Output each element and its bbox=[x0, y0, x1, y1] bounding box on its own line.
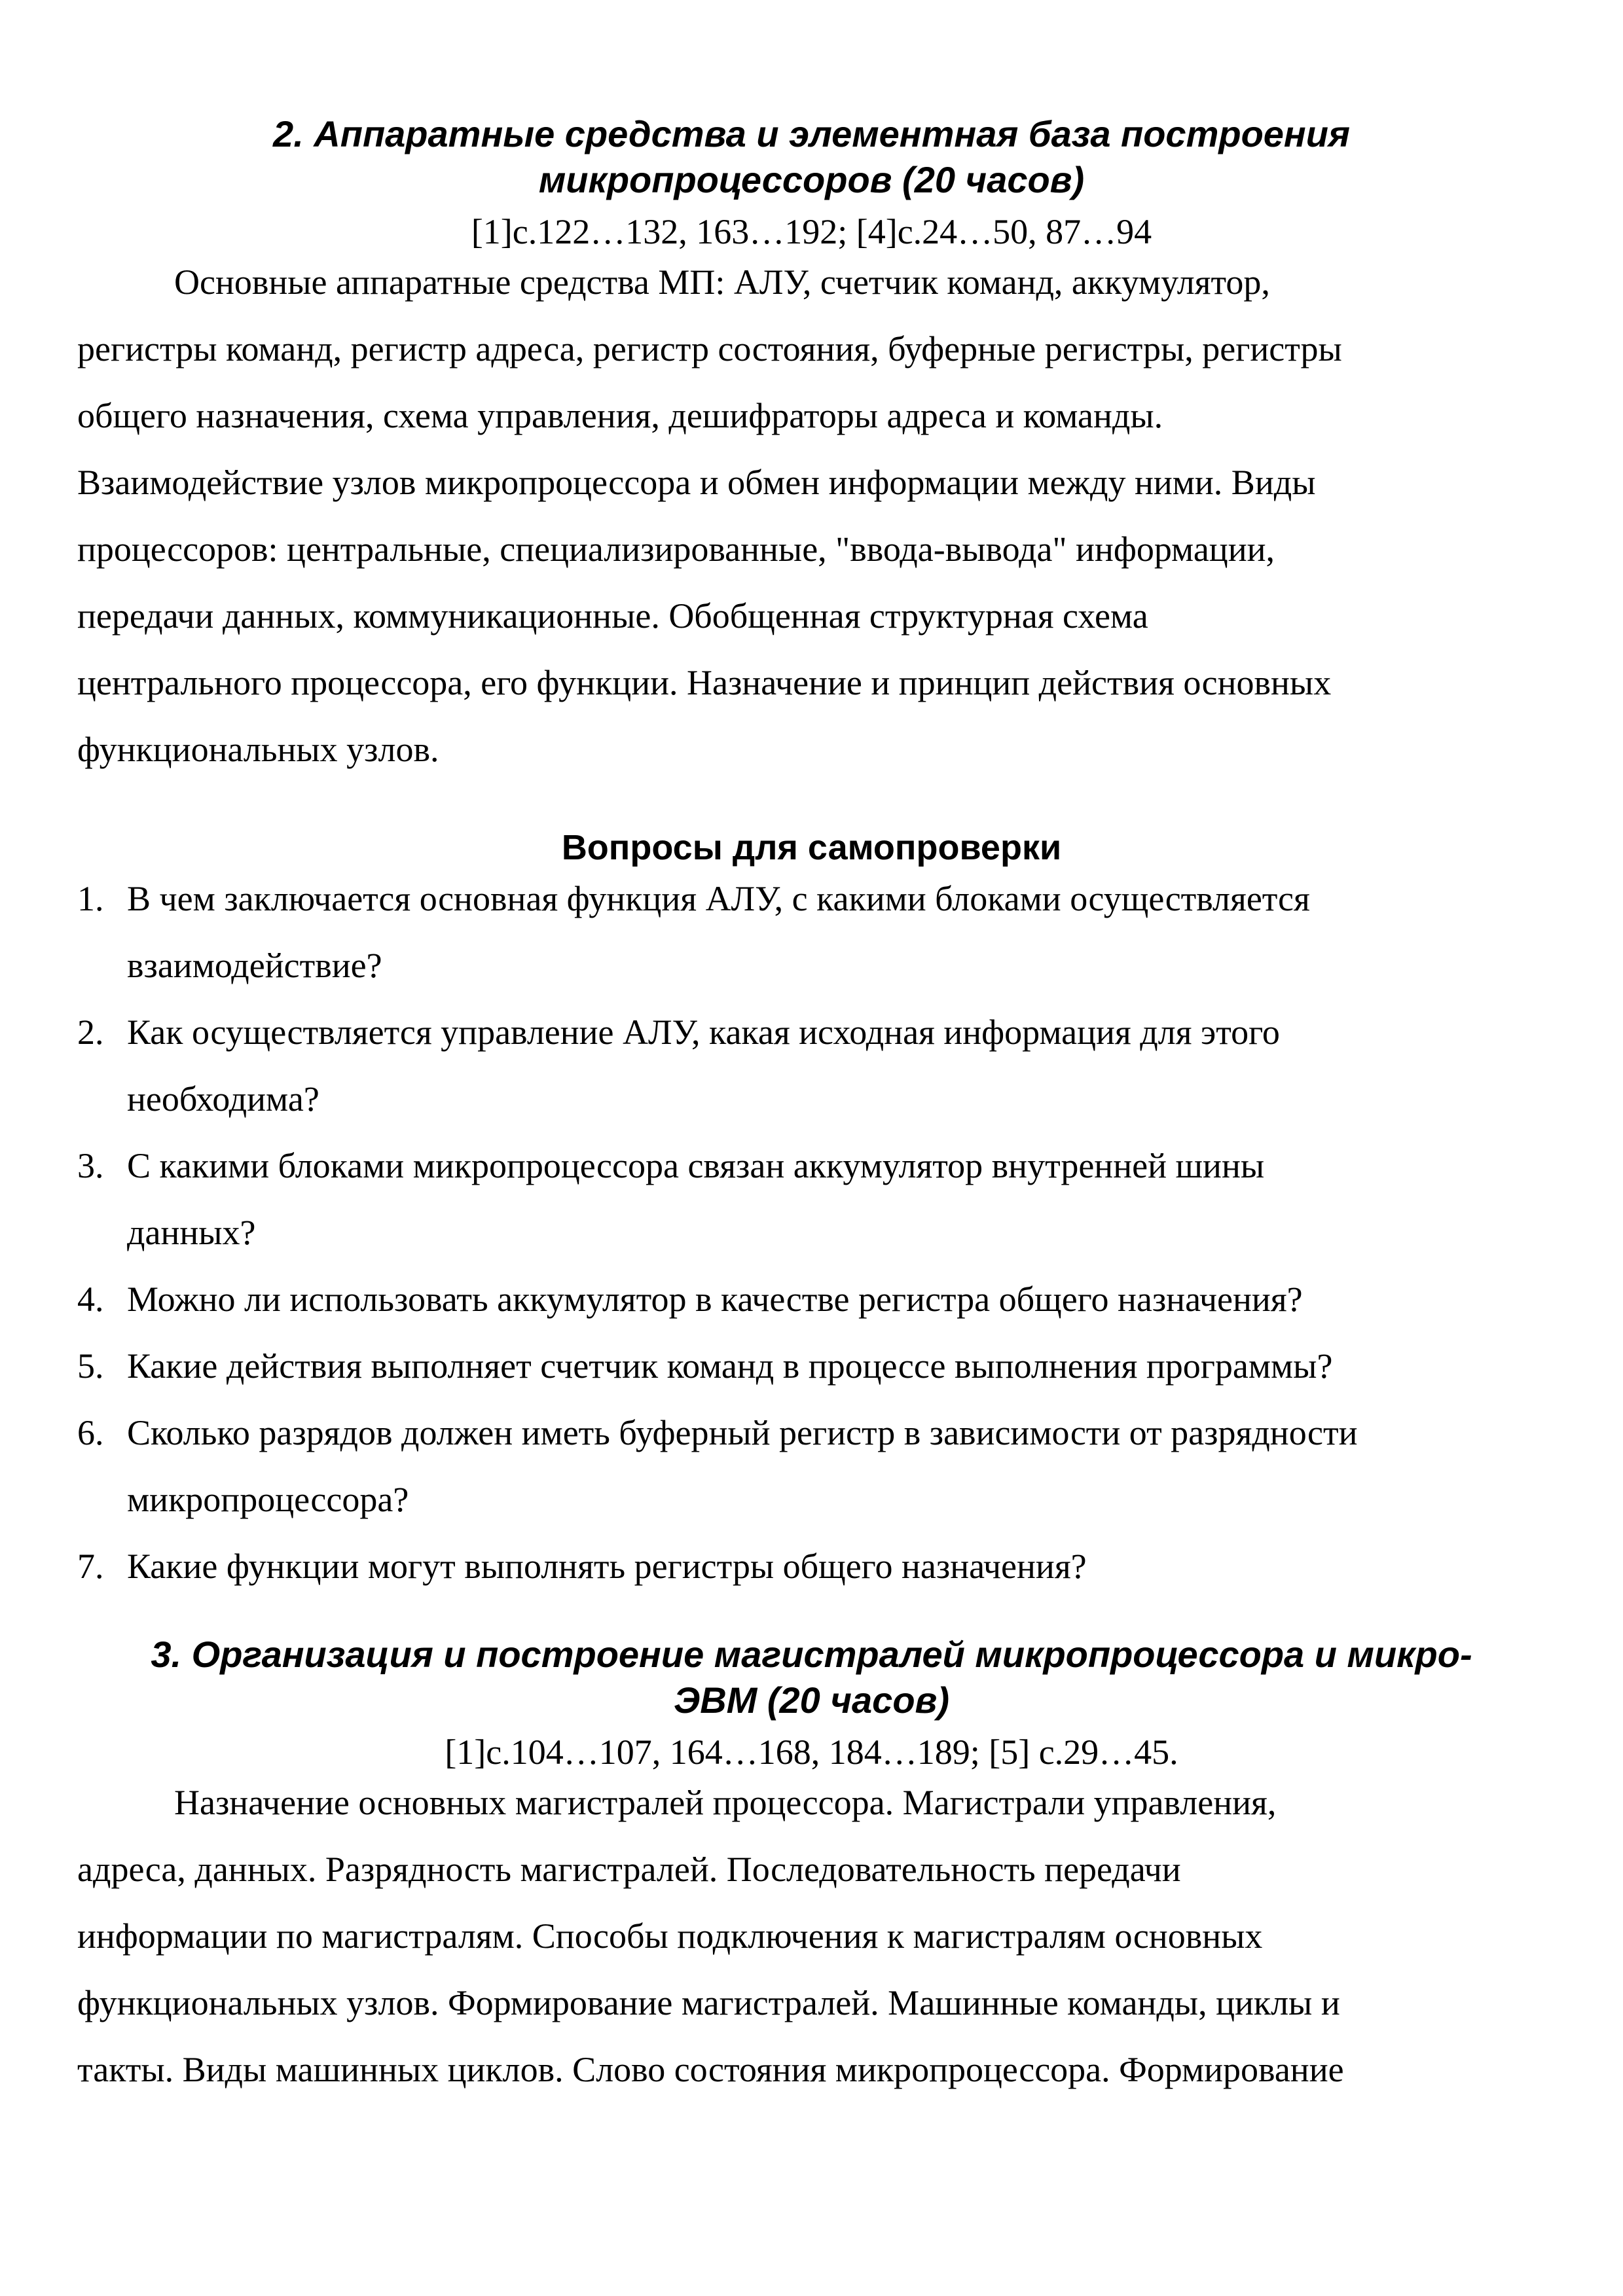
question-item bbox=[77, 1266, 1557, 1333]
question-text: данных? bbox=[127, 1213, 256, 1252]
question-number: 6. bbox=[77, 1413, 104, 1452]
question-text: Какие действия выполняет счетчик команд в процессе выполнения программы? bbox=[127, 1346, 1333, 1386]
section-2-title-line-1: 2. Аппаратные средства и элементная база построения bbox=[273, 113, 1350, 154]
section-2-paragraph bbox=[77, 249, 1554, 783]
question-item bbox=[77, 999, 1557, 1132]
question-text: Можно ли использовать аккумулятор в качестве регистра общего назначения? bbox=[127, 1280, 1303, 1319]
paragraph-line: функциональных узлов. bbox=[77, 730, 439, 769]
self-check-questions bbox=[77, 865, 1557, 1600]
paragraph-line: центрального процессора, его функции. Назначение и принцип действия основных bbox=[77, 663, 1332, 702]
question-item bbox=[77, 1132, 1557, 1266]
paragraph-line: общего назначения, схема управления, дешифраторы адреса и команды. bbox=[77, 396, 1163, 435]
section-2-title bbox=[52, 111, 1571, 203]
paragraph-line: адреса, данных. Разрядность магистралей. Последовательность передачи bbox=[77, 1850, 1181, 1889]
section-3-title-line-1: 3. Организация и построение магистралей микропроцессора и микро- bbox=[151, 1634, 1472, 1675]
question-text: Сколько разрядов должен иметь буферный регистр в зависимости от разрядности bbox=[127, 1413, 1358, 1452]
question-text: необходима? bbox=[127, 1079, 319, 1119]
section-3-title-line-2: ЭВМ (20 часов) bbox=[673, 1679, 949, 1721]
question-item bbox=[77, 1533, 1557, 1600]
paragraph-line: такты. Виды машинных циклов. Слово состояния микропроцессора. Формирование bbox=[77, 2050, 1344, 2089]
paragraph-line: регистры команд, регистр адреса, регистр состояния, буферные регистры, регистры bbox=[77, 329, 1342, 368]
self-check-title: Вопросы для самопроверки bbox=[561, 828, 1062, 867]
paragraph-line: информации по магистралям. Способы подключения к магистралям основных bbox=[77, 1916, 1263, 1956]
paragraph-line: функциональных узлов. Формирование магистралей. Машинные команды, циклы и bbox=[77, 1983, 1340, 2022]
question-text: В чем заключается основная функция АЛУ, с какими блоками осуществляется bbox=[127, 879, 1310, 918]
question-number: 1. bbox=[77, 879, 104, 918]
question-number: 5. bbox=[77, 1346, 104, 1386]
question-number: 2. bbox=[77, 1013, 104, 1052]
question-text: Какие функции могут выполнять регистры общего назначения? bbox=[127, 1547, 1087, 1586]
question-number: 3. bbox=[77, 1146, 104, 1185]
paragraph-line: передачи данных, коммуникационные. Обобщенная структурная схема bbox=[77, 596, 1148, 636]
paragraph-line: Основные аппаратные средства МП: АЛУ, счетчик команд, аккумулятор, bbox=[174, 262, 1270, 302]
question-text: Как осуществляется управление АЛУ, какая исходная информация для этого bbox=[127, 1013, 1280, 1052]
question-text: взаимодействие? bbox=[127, 946, 382, 985]
question-item bbox=[77, 1333, 1557, 1399]
paragraph-line: процессоров: центральные, специализированные, "ввода-вывода" информации, bbox=[77, 529, 1275, 569]
section-2-references: [1]с.122…132, 163…192; [4]с.24…50, 87…94 bbox=[471, 212, 1152, 251]
question-item bbox=[77, 1399, 1557, 1533]
question-number: 4. bbox=[77, 1280, 104, 1319]
section-3-title bbox=[52, 1632, 1571, 1723]
paragraph-line: Взаимодействие узлов микропроцессора и обмен информации между ними. Виды bbox=[77, 463, 1316, 502]
question-item bbox=[77, 865, 1557, 999]
section-3-references: [1]с.104…107, 164…168, 184…189; [5] с.29…45. bbox=[445, 1732, 1178, 1772]
section-3-paragraph bbox=[77, 1769, 1554, 2103]
section-2-title-line-2: микропроцессоров (20 часов) bbox=[538, 159, 1085, 200]
paragraph-line: Назначение основных магистралей процессора. Магистрали управления, bbox=[174, 1783, 1277, 1822]
question-text: С какими блоками микропроцессора связан аккумулятор внутренней шины bbox=[127, 1146, 1265, 1185]
question-number: 7. bbox=[77, 1547, 104, 1586]
question-text: микропроцессора? bbox=[127, 1480, 409, 1519]
